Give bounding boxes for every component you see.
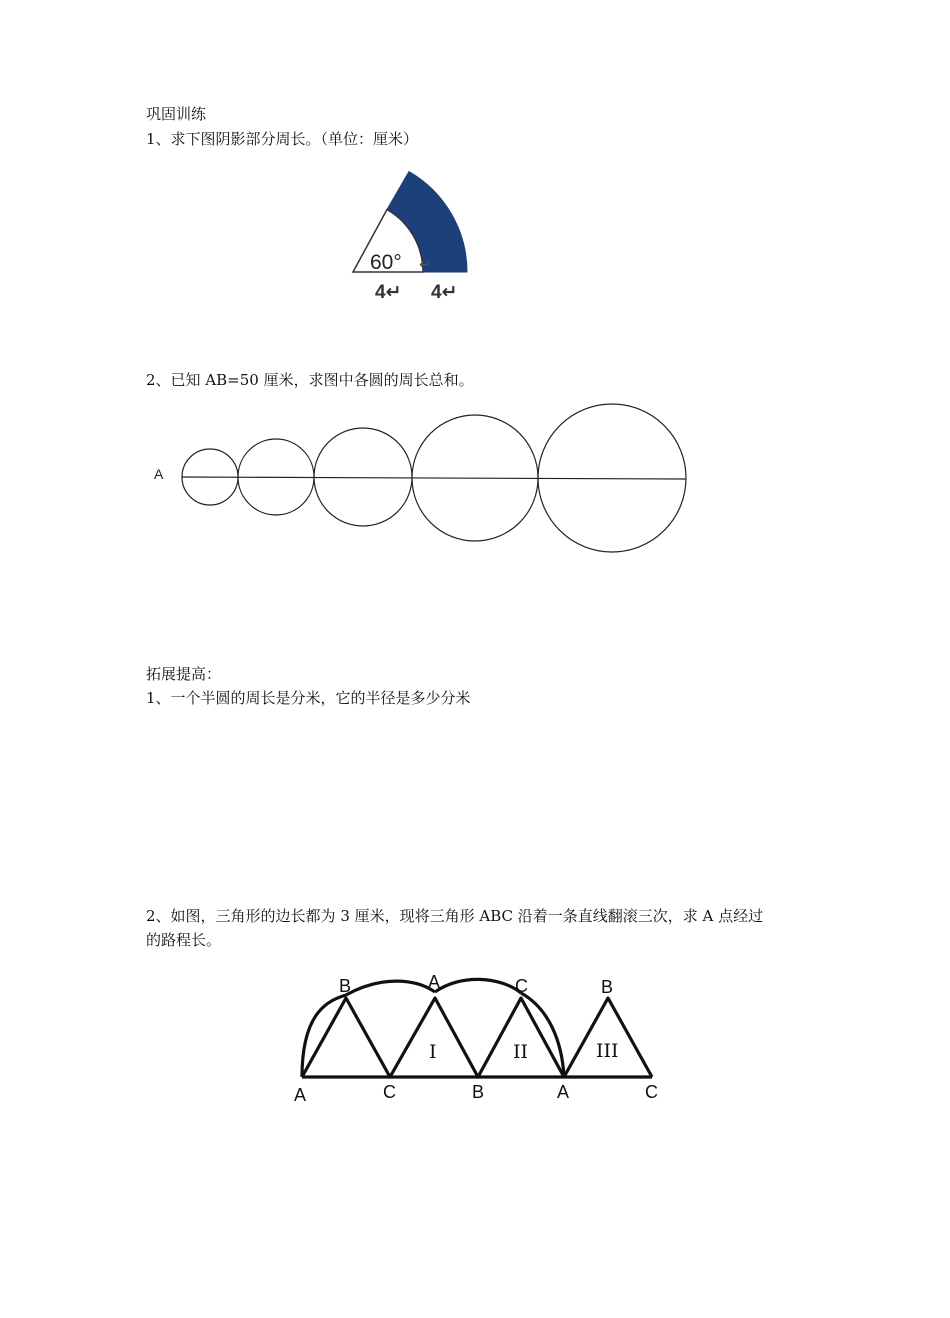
- outer-width-label: 4↵: [431, 282, 458, 303]
- apex-label-b-2: B: [601, 977, 614, 997]
- arc-2: [346, 981, 435, 995]
- return-mark: ↵: [419, 256, 431, 272]
- arc-3: [435, 979, 521, 993]
- roman-label-i: I: [429, 1041, 437, 1063]
- triangles-outline: [302, 998, 652, 1077]
- section-heading-extension: 拓展提高：: [146, 665, 222, 683]
- point-a-label: A: [154, 466, 164, 482]
- extension-question-2-line-2: 的路程长。: [146, 931, 222, 949]
- base-label-c-2: C: [645, 1082, 658, 1102]
- inner-radius-label: 4↵: [375, 282, 402, 303]
- base-label-a-2: A: [557, 1082, 570, 1102]
- apex-label-a: A: [428, 972, 441, 992]
- section-heading-consolidation: 巩固训练: [146, 105, 207, 123]
- roman-label-iii: III: [596, 1040, 619, 1062]
- sector-figure: [345, 175, 475, 305]
- extension-question-1-text: 1、一个半圆的周长是分米，它的半径是多少分米: [146, 689, 471, 707]
- rolling-triangle-figure: [290, 970, 670, 1110]
- apex-label-c: C: [515, 976, 528, 996]
- extension-question-2-line-1: 2、如图，三角形的边长都为 3 厘米，现将三角形 ABC 沿着一条直线翻滚三次，求 A 点经过: [146, 907, 764, 925]
- base-label-a-1: A: [294, 1085, 307, 1105]
- question-2-text: 2、已知 AB=50 厘米，求图中各圆的周长总和。: [146, 371, 474, 389]
- base-label-c-1: C: [383, 1082, 396, 1102]
- circles-figure: [150, 400, 710, 560]
- roman-label-ii: II: [513, 1041, 529, 1063]
- apex-label-b-1: B: [339, 976, 352, 996]
- diameter-line: [182, 477, 686, 479]
- question-1-text: 1、求下图阴影部分周长。（单位：厘米）: [146, 130, 419, 148]
- base-label-b-1: B: [472, 1082, 485, 1102]
- angle-label: 60°: [370, 251, 402, 274]
